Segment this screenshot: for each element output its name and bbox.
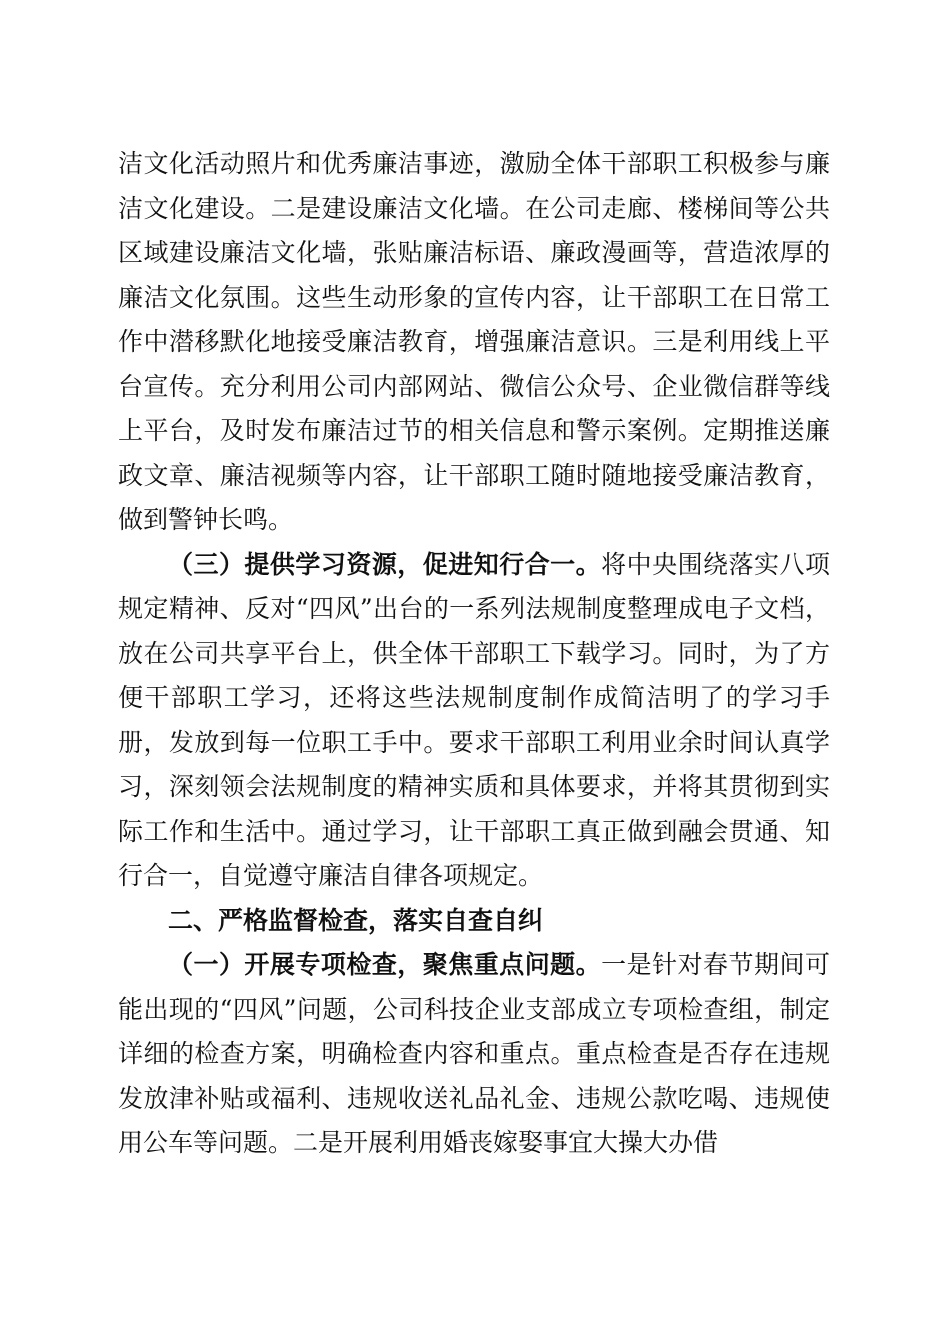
paragraph-continuation — [118, 142, 830, 543]
paragraph-text: 一是针对春节期间可能出现的“四风”问题，公司科技企业支部成立专项检查组，制定详细的检查方案，明确检查内容和重点。重点检查是否存在违规发放津补贴或福利、违规收送礼品礼金、违规公款吃喝、违规使用公车等问题。二是开展利用婚丧嫁娶事宜大操大办借 — [118, 950, 830, 1157]
section-heading: 二、严格监督检查，落实自查自纠 — [168, 905, 544, 935]
paragraph-text: 洁文化活动照片和优秀廉洁事迹，激励全体干部职工积极参与廉洁文化建设。二是建设廉洁文化墙。在公司走廊、楼梯间等公共区域建设廉洁文化墙，张贴廉洁标语、廉政漫画等，营造浓厚的廉洁文化氛围。这些生动形象的宣传内容，让干部职工在日常工作中潜移默化地接受廉洁教育，增强廉洁意识。三是利用线上平台宣传。充分利用公司内部网站、微信公众号、企业微信群等线上平台，及时发布廉洁过节的相关信息和警示案例。定期推送廉政文章、廉洁视频等内容，让干部职工随时随地接受廉洁教育，做到警钟长鸣。 — [118, 149, 830, 534]
document-body — [118, 142, 830, 1166]
paragraph-text: 将中央围绕落实八项规定精神、反对“四风”出台的一系列法规制度整理成电子文档，放在公司共享平台上，供全体干部职工下载学习。同时，为了方便干部职工学习，还将这些法规制度制作成简洁明了的学习手册，发放到每一位职工手中。要求干部职工利用业余时间认真学习，深刻领会法规制度的精神实质和具体要求，并将其贯彻到实际工作和生活中。通过学习，让干部职工真正做到融会贯通、知行合一，自觉遵守廉洁自律各项规定。 — [118, 549, 830, 890]
paragraph-learning-resources — [118, 543, 830, 899]
paragraph-lead: （一）开展专项检查，聚焦重点问题。 — [168, 950, 602, 979]
paragraph-lead: （三）提供学习资源，促进知行合一。 — [168, 549, 602, 579]
paragraph-special-inspection — [118, 943, 830, 1166]
